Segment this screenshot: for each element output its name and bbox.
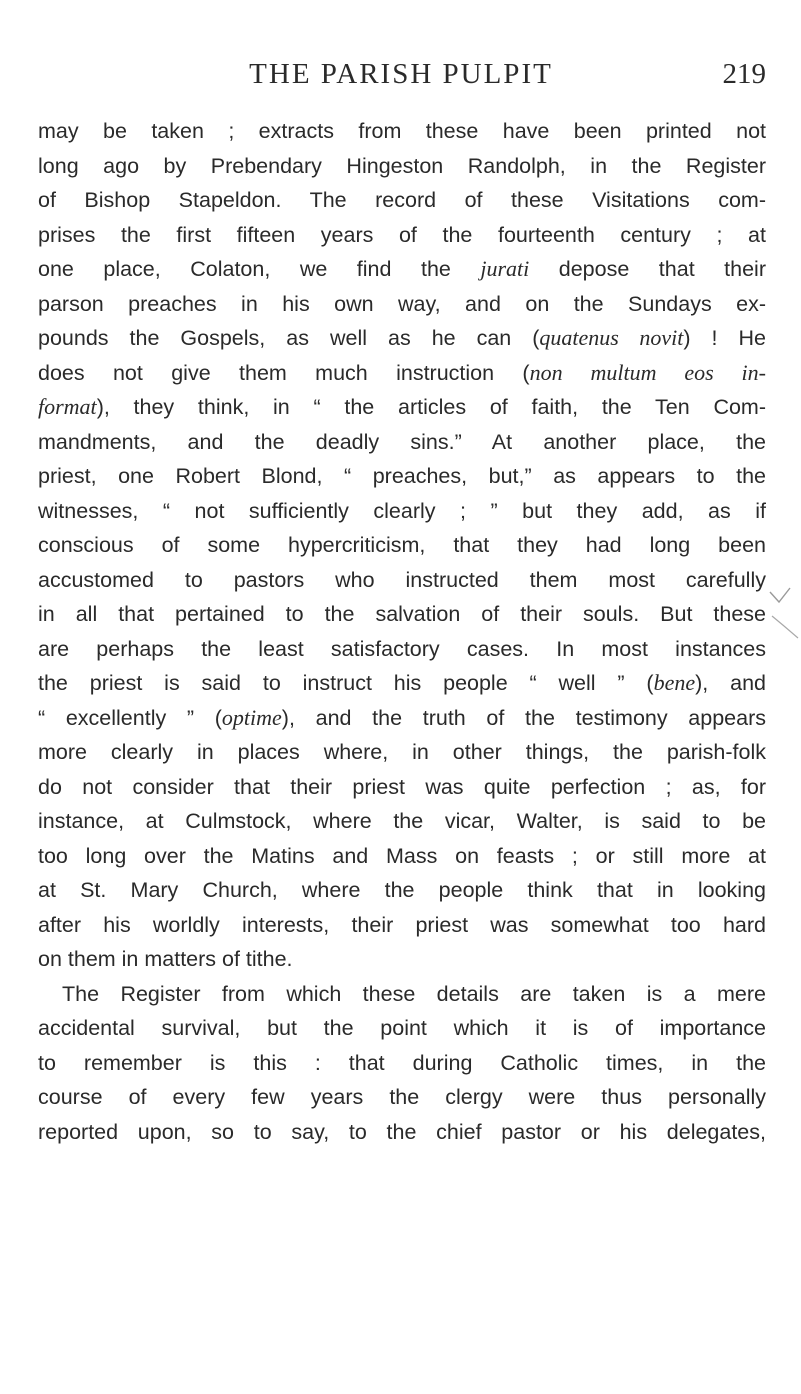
text-run: pounds the Gospels, as well as he can (	[38, 326, 540, 350]
text-run: ) ! He	[683, 326, 766, 350]
body-text	[38, 114, 766, 1149]
text-line	[38, 873, 766, 908]
latin-term: format	[38, 394, 97, 419]
text-run: does not give them much instruction (	[38, 360, 530, 385]
text-line	[38, 908, 766, 943]
text-line	[38, 597, 766, 632]
text-line	[38, 287, 766, 322]
text-run: mandments, and the deadly sins.” At another place, the	[38, 429, 766, 454]
page-header	[36, 58, 766, 98]
running-title: THE PARISH PULPIT	[249, 58, 553, 90]
text-run: to remember is this : that during Catholic times, in the	[38, 1050, 766, 1075]
text-run: accidental survival, but the point which it is of importance	[38, 1016, 766, 1040]
text-run: the priest is said to instruct his people “ well ” (	[38, 671, 654, 695]
text-line	[38, 149, 766, 184]
text-run: one place, Colaton, we find the	[38, 257, 481, 281]
page-number: 219	[722, 58, 766, 90]
text-line	[38, 977, 766, 1012]
text-run: conscious of some hypercriticism, that they had long been	[38, 533, 766, 557]
text-run: accustomed to pastors who instructed them most carefully	[38, 567, 766, 592]
latin-term: quatenus novit	[539, 325, 684, 350]
text-line	[38, 666, 766, 701]
text-run: in all that pertained to the salvation of their souls. But these	[38, 602, 766, 626]
text-run: reported upon, so to say, to the chief pastor or his delegates,	[38, 1119, 766, 1144]
latin-term: bene	[653, 670, 696, 695]
text-line	[38, 632, 766, 667]
text-line	[38, 459, 766, 494]
text-line	[38, 942, 766, 977]
text-line	[38, 252, 766, 287]
text-line	[38, 1115, 766, 1150]
text-line	[38, 425, 766, 460]
text-line	[38, 183, 766, 218]
text-line	[38, 528, 766, 563]
text-line	[38, 390, 766, 425]
text-line	[38, 1046, 766, 1081]
text-run: may be taken ; extracts from these have been printed not	[38, 119, 766, 143]
text-line	[38, 770, 766, 805]
text-run: instance, at Culmstock, where the vicar, Walter, is said to be	[38, 809, 766, 833]
text-line	[38, 804, 766, 839]
text-line	[38, 839, 766, 874]
pencil-margin-mark-icon	[768, 586, 801, 644]
text-line	[38, 356, 766, 391]
text-line	[38, 218, 766, 253]
text-line	[38, 701, 766, 736]
text-line	[38, 321, 766, 356]
text-run: priest, one Robert Blond, “ preaches, but,” as appears to the	[38, 464, 766, 488]
text-run: “ excellently ” (	[38, 705, 222, 730]
latin-term: non multum eos in-	[529, 359, 766, 385]
text-run: too long over the Matins and Mass on feasts ; or still more at	[38, 843, 766, 868]
text-line	[38, 114, 766, 149]
text-run: depose that their	[529, 257, 766, 281]
text-line	[38, 494, 766, 529]
latin-term: jurati	[480, 256, 530, 281]
text-line	[38, 563, 766, 598]
text-run: ), and the truth of the testimony appears	[281, 705, 766, 730]
text-run: course of every few years the clergy were thus personally	[38, 1085, 766, 1109]
latin-term: optime	[221, 704, 282, 730]
text-run: long ago by Prebendary Hingeston Randolph, in the Register	[38, 153, 766, 178]
text-run: at St. Mary Church, where the people think that in looking	[38, 878, 766, 902]
text-run: ), and	[695, 671, 766, 695]
text-line	[38, 1080, 766, 1115]
text-run: of Bishop Stapeldon. The record of these Visitations com-	[38, 188, 766, 212]
text-run: prises the first fifteen years of the fourteenth century ; at	[38, 222, 766, 247]
text-run: are perhaps the least satisfactory cases. In most instances	[38, 636, 766, 661]
text-run: do not consider that their priest was quite perfection ; as, for	[38, 774, 766, 799]
text-line	[38, 735, 766, 770]
text-line	[38, 1011, 766, 1046]
text-run: ), they think, in “ the articles of faith, the Ten Com-	[96, 395, 766, 419]
text-run: after his worldly interests, their priest was somewhat too hard	[38, 912, 766, 937]
text-run: parson preaches in his own way, and on the Sundays ex-	[38, 291, 766, 316]
text-run: more clearly in places where, in other things, the parish-folk	[38, 740, 766, 764]
text-run: on them in matters of tithe.	[38, 947, 293, 971]
text-run: witnesses, “ not sufficiently clearly ; ” but they add, as if	[38, 498, 766, 523]
text-run: The Register from which these details are taken is a mere	[62, 981, 766, 1006]
